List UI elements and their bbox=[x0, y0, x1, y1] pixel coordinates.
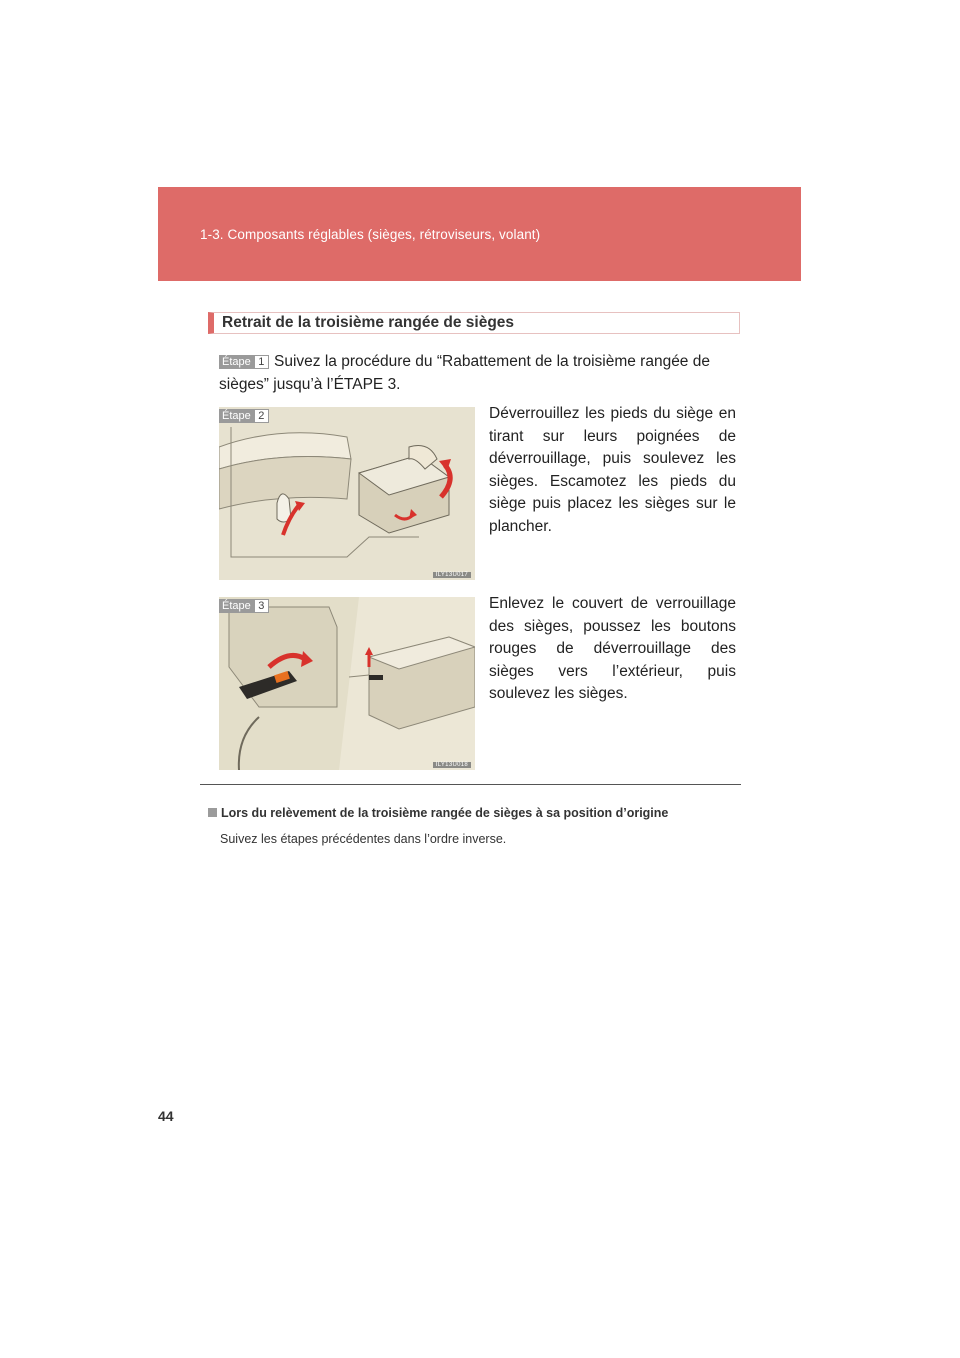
step-badge-number: 3 bbox=[254, 599, 269, 613]
step-2-badge bbox=[219, 409, 269, 423]
figure-code: ILY13U017 bbox=[433, 572, 471, 578]
seat-lock-release-illustration bbox=[219, 597, 475, 770]
step-3-badge bbox=[219, 599, 269, 613]
page-number: 44 bbox=[158, 1108, 174, 1124]
step-badge-word: Étape bbox=[219, 409, 254, 423]
step-3-text: Enlevez le couvert de verrouillage des sièges, poussez les boutons rouges de déverrouillage des sièges vers l’extérieur, puis soulevez les sièges. bbox=[489, 595, 736, 702]
step-2-text: Déverrouillez les pieds du siège en tirant sur leurs poignées de déverrouillage, puis soulevez les sièges. Escamotez les pieds du siège puis placez les sièges sur le plancher. bbox=[489, 405, 736, 535]
step-1-text: Suivez la procédure du “Rabattement de la troisième rangée de sièges” jusqu’à l’ÉTAPE 3. bbox=[219, 353, 710, 393]
note-title bbox=[208, 806, 668, 820]
divider bbox=[200, 784, 741, 785]
step-3-figure bbox=[219, 597, 475, 770]
square-bullet-icon bbox=[208, 808, 217, 817]
step-badge-number: 1 bbox=[254, 355, 269, 369]
step-badge-number: 2 bbox=[254, 409, 269, 423]
breadcrumb: 1-3. Composants réglables (sièges, rétroviseurs, volant) bbox=[200, 227, 541, 242]
step-badge-word: Étape bbox=[219, 599, 254, 613]
note-title-text: Lors du relèvement de la troisième rangée de sièges à sa position d’origine bbox=[221, 806, 669, 820]
note-body: Suivez les étapes précédentes dans l’ordre inverse. bbox=[220, 832, 507, 846]
section-heading bbox=[208, 312, 740, 334]
step-2-figure bbox=[219, 407, 475, 580]
header-band bbox=[158, 187, 801, 281]
seat-leg-release-illustration bbox=[219, 407, 475, 580]
step-badge-word: Étape bbox=[219, 355, 254, 369]
section-title: Retrait de la troisième rangée de sièges bbox=[222, 314, 515, 331]
figure-code: ILY13U018 bbox=[433, 762, 471, 768]
